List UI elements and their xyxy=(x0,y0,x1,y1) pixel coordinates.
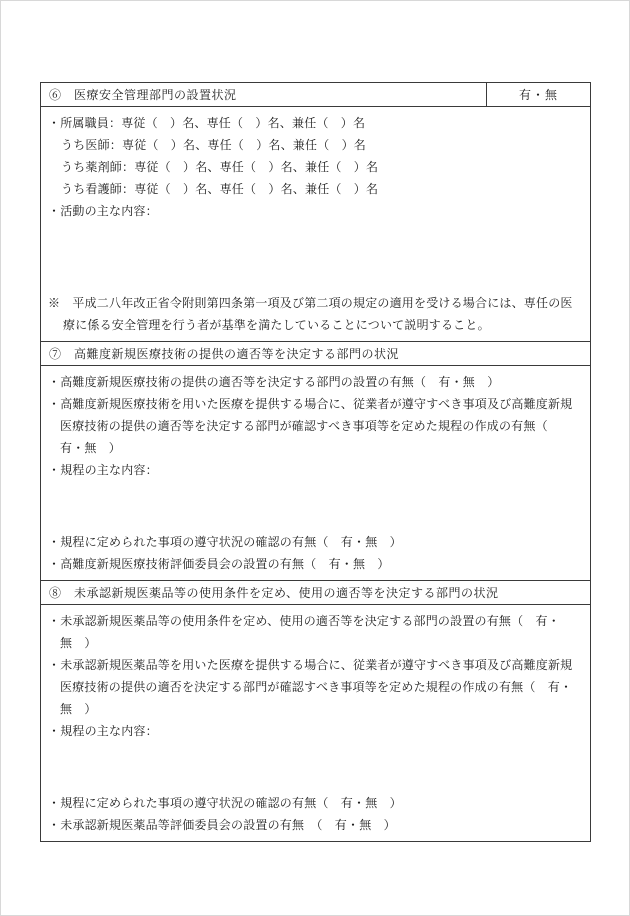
section6-availability-choice: 有・無 xyxy=(486,83,590,106)
dept-setup-line: ・高難度新規医療技術の提供の適否等を決定する部門の設置の有無（ 有・無 ） xyxy=(48,375,500,389)
regulation-content-label: ・規程の主な内容： xyxy=(48,463,158,477)
section8-content xyxy=(41,605,590,841)
evaluation-committee-line: ・未承認新規医薬品等評価委員会の設置の有無 （ 有・無 ） xyxy=(48,818,396,832)
compliance-check-line: ・規程に定められた事項の遵守状況の確認の有無（ 有・無 ） xyxy=(48,535,402,549)
section8-header-row xyxy=(41,581,590,605)
evaluation-committee-line: ・高難度新規医療技術評価委員会の設置の有無（ 有・無 ） xyxy=(48,557,390,571)
dept-setup-line: ・未承認新規医薬品等の使用条件を定め、使用の適否等を決定する部門の設置の有無（ 有・無 ） xyxy=(48,614,560,650)
regulation-content-label: ・規程の主な内容： xyxy=(48,724,158,738)
staff-pharmacist-line: うち薬剤師：専従（ ）名、専任（ ）名、兼任（ ）名 xyxy=(61,160,379,174)
staff-total-line: ・所属職員：専従（ ）名、専任（ ）名、兼任（ ）名 xyxy=(48,116,366,130)
section6-title: ⑥ 医療安全管理部門の設置状況 xyxy=(49,88,237,102)
compliance-check-line: ・規程に定められた事項の遵守状況の確認の有無（ 有・無 ） xyxy=(48,796,402,810)
staff-doctor-line: うち医師：専従（ ）名、専任（ ）名、兼任（ ）名 xyxy=(61,138,367,152)
section7-header-row xyxy=(41,342,590,366)
activity-content-label: ・活動の主な内容： xyxy=(48,204,158,218)
section7-bottom-items xyxy=(48,531,582,575)
section8-title: ⑧ 未承認新規医薬品等の使用条件を定め、使用の適否等を決定する部門の状況 xyxy=(49,586,499,600)
regulation-creation-line: ・高難度新規医療技術を用いた医療を提供する場合に、従業者が遵守すべき事項及び高難度新規医療技術の提供の適否等を決定する部門が確認すべき事項等を定めた規程の作成の有無（ 有・無 ） xyxy=(48,397,573,455)
section6-content xyxy=(41,107,590,342)
section7-title: ⑦ 高難度新規医療技術の提供の適否等を決定する部門の状況 xyxy=(49,347,400,361)
form-table xyxy=(40,82,591,842)
section6-header-row xyxy=(41,83,590,107)
staff-nurse-line: うち看護師：専従（ ）名、専任（ ）名、兼任（ ）名 xyxy=(61,182,379,196)
regulation-creation-line: ・未承認新規医薬品等を用いた医療を提供する場合に、従業者が遵守すべき事項及び高難度新規医療技術の提供の適否を決定する部門が確認すべき事項等を定めた規程の作成の有無（ 有・無 ） xyxy=(48,658,573,716)
section8-bottom-items xyxy=(48,792,582,836)
regulation-note: ※ 平成二八年改正省令附則第四条第一項及び第二項の規定の適用を受ける場合には、専任の医療に係る安全管理を行う者が基準を満たしていることについて説明すること。 xyxy=(48,296,573,332)
section7-content xyxy=(41,366,590,581)
